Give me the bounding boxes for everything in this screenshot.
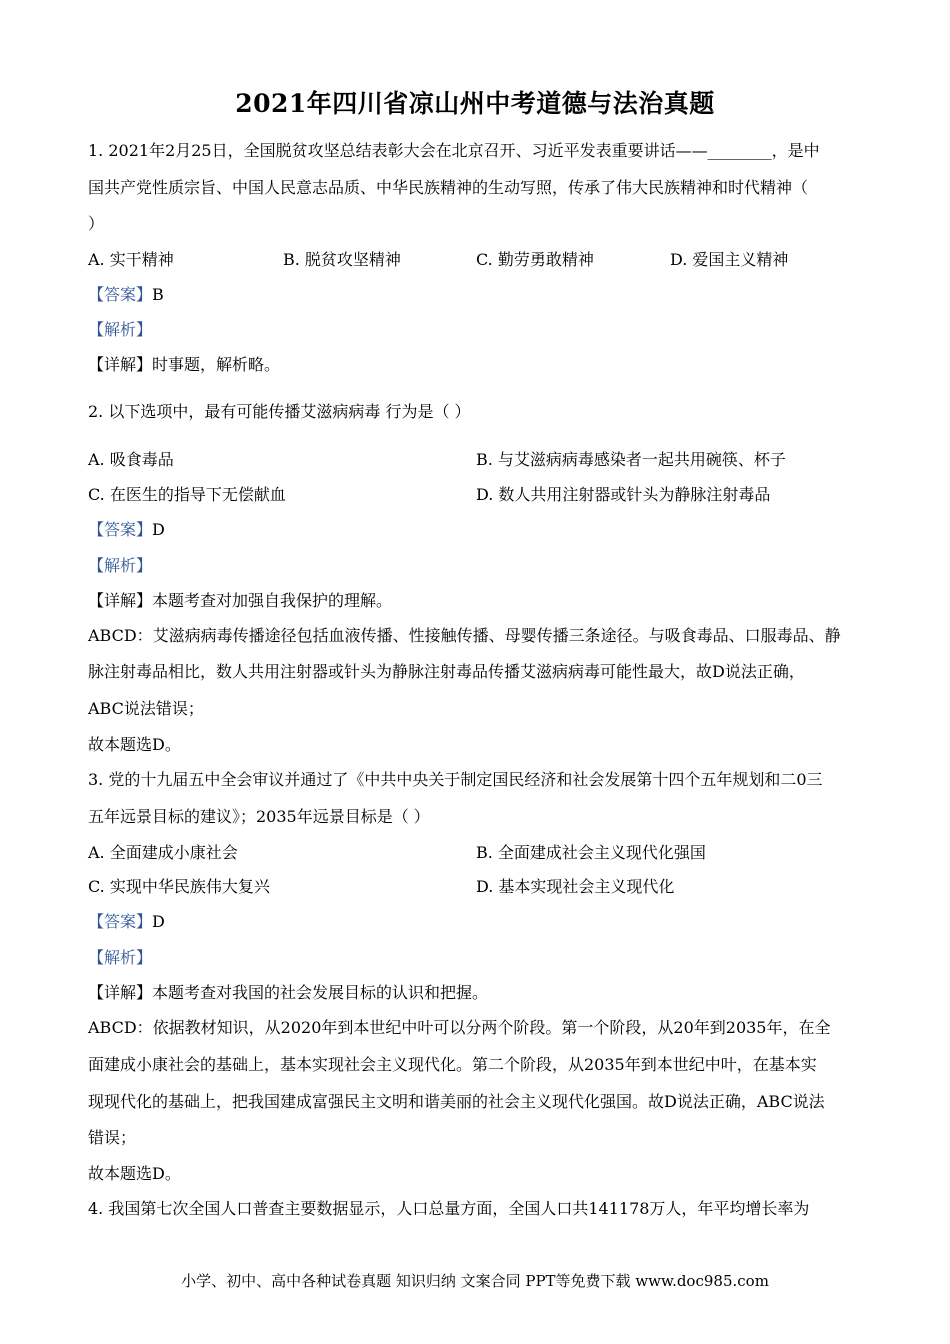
q3-detail-line-3: 面建成小康社会的基础上，基本实现社会主义现代化。第二个阶段，从2035年到本世纪中叶，在基本实	[88, 1055, 817, 1074]
q1-analysis-tag: 【解析】	[88, 320, 153, 339]
q3-detail-line-2: ABCD：依据教材知识，从2020年到本世纪中叶可以分两个阶段。第一个阶段，从20年到2035年，在全	[88, 1018, 831, 1037]
q2-detail-line-4: ABC说法错误；	[88, 699, 204, 718]
answer-tag: 【答案】	[88, 520, 153, 539]
q3-option-b: B. 全面建成社会主义现代化强国	[476, 843, 706, 862]
q1-stem-line-1: 1. 2021年2月25日，全国脱贫攻坚总结表彰大会在北京召开、习近平发表重要讲话——________，是中	[88, 141, 820, 160]
q3-option-c: C. 实现中华民族伟大复兴	[88, 877, 270, 896]
q3-option-a: A. 全面建成小康社会	[88, 843, 238, 862]
q1-answer	[88, 285, 864, 305]
q2-option-d: D. 数人共用注射器或针头为静脉注射毒品	[476, 485, 771, 504]
q3-option-d: D. 基本实现社会主义现代化	[476, 877, 675, 896]
q3-detail-line-4: 现现代化的基础上，把我国建成富强民主文明和谐美丽的社会主义现代化强国。故D说法正确，ABC说法	[88, 1092, 825, 1111]
q1-stem-line-3: ）	[88, 214, 105, 233]
q2-detail-line-5: 故本题选D。	[88, 735, 181, 754]
q3-answer	[88, 912, 864, 932]
q3-analysis-tag: 【解析】	[88, 948, 153, 967]
q2-detail-line-1: 【详解】本题考查对加强自我保护的理解。	[88, 591, 393, 610]
q3-detail-line-1: 【详解】本题考查对我国的社会发展目标的认识和把握。	[88, 983, 489, 1002]
q2-option-a: A. 吸食毒品	[88, 450, 174, 469]
q2-stem-line-1: 2. 以下选项中，最有可能传播艾滋病病毒 行为是（ ）	[88, 402, 471, 421]
q1-option-a: A. 实干精神	[88, 250, 174, 269]
q1-option-c: C. 勤劳勇敢精神	[476, 250, 594, 269]
q1-detail-line-1: 【详解】时事题，解析略。	[88, 355, 281, 374]
q3-stem-line-1: 3. 党的十九届五中全会审议并通过了《中共中央关于制定国民经济和社会发展第十四个五年规划和二0三	[88, 770, 823, 789]
answer-tag: 【答案】	[88, 912, 153, 931]
answer-value: B	[152, 285, 164, 304]
q1-option-d: D. 爱国主义精神	[670, 250, 789, 269]
q3-stem-line-2: 五年远景目标的建议》；2035年远景目标是（ ）	[88, 807, 430, 826]
q3-detail-line-5: 错误；	[88, 1128, 137, 1147]
q2-detail-line-3: 脉注射毒品相比，数人共用注射器或针头为静脉注射毒品传播艾滋病病毒可能性最大，故D说法正确，	[88, 662, 805, 681]
q1-option-b: B. 脱贫攻坚精神	[283, 250, 401, 269]
q2-detail-line-2: ABCD：艾滋病病毒传播途径包括血液传播、性接触传播、母婴传播三条途径。与吸食毒品、口服毒品、静	[88, 626, 841, 645]
q2-answer	[88, 520, 864, 540]
q1-stem-line-2: 国共产党性质宗旨、中国人民意志品质、中华民族精神的生动写照，传承了伟大民族精神和时代精神（	[88, 178, 809, 197]
page-title: 2021年四川省凉山州中考道德与法治真题	[235, 89, 715, 118]
q3-detail-line-6: 故本题选D。	[88, 1164, 181, 1183]
answer-tag: 【答案】	[88, 285, 153, 304]
answer-value: D	[152, 912, 165, 931]
q2-option-b: B. 与艾滋病病毒感染者一起共用碗筷、杯子	[476, 450, 786, 469]
q4-stem-line-1: 4. 我国第七次全国人口普查主要数据显示，人口总量方面，全国人口共141178万人，年平均增长率为	[88, 1199, 810, 1218]
q2-option-c: C. 在医生的指导下无偿献血	[88, 485, 286, 504]
q2-analysis-tag: 【解析】	[88, 556, 153, 575]
answer-value: D	[152, 520, 165, 539]
page-footer: 小学、初中、高中各种试卷真题 知识归纳 文案合同 PPT等免费下载 www.doc985.com	[181, 1272, 769, 1290]
